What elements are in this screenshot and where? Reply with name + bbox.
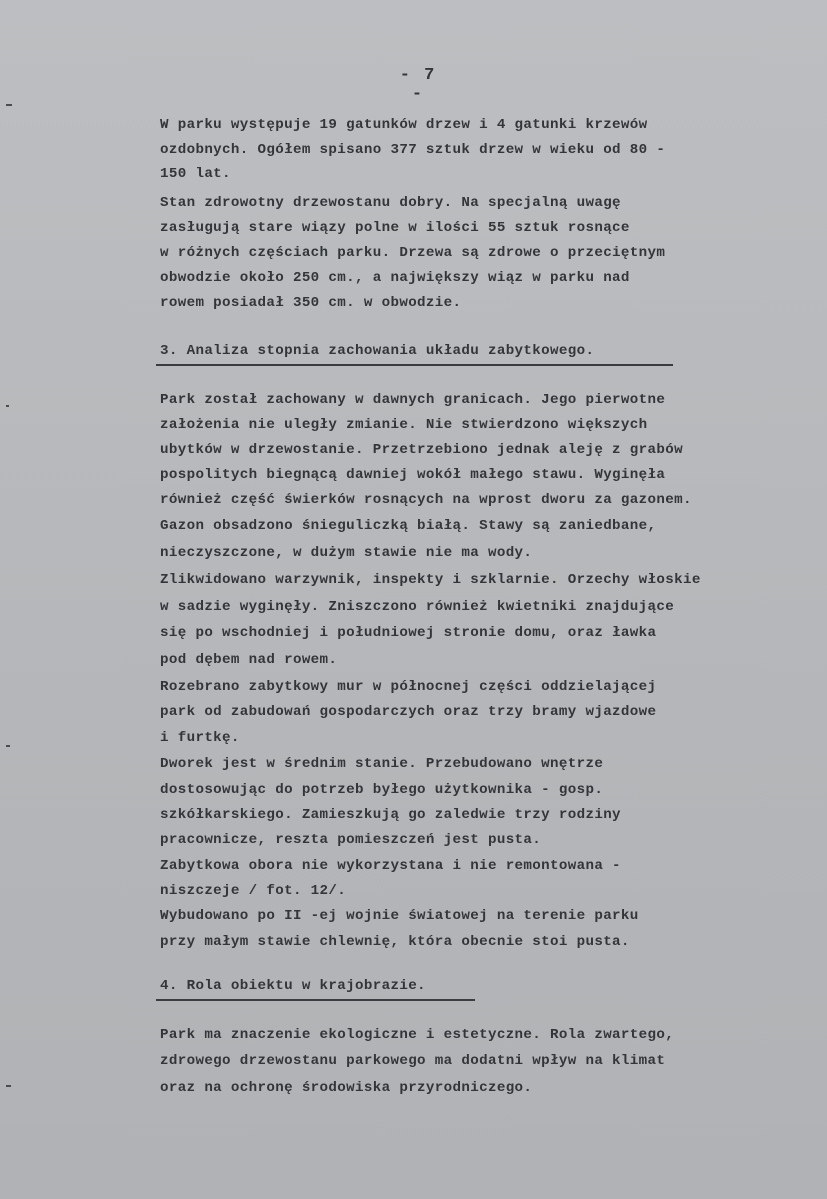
section-heading: 3. Analiza stopnia zachowania układu zabytkowego.: [160, 343, 595, 359]
text-line: pospolitych biegnącą dawniej wokół małego stawu. Wyginęła: [160, 467, 666, 483]
text-line: park od zabudowań gospodarczych oraz trzy bramy wjazdowe: [160, 704, 657, 720]
text-line: się po wschodniej i południowej stronie domu, oraz ławka: [160, 625, 657, 641]
text-line: 150 lat.: [160, 166, 231, 182]
text-line: obwodzie około 250 cm., a największy wiąz w parku nad: [160, 270, 630, 286]
text-line: i furtkę.: [160, 730, 240, 746]
page-number: - 7 -: [399, 66, 437, 104]
text-line: zdrowego drzewostanu parkowego ma dodatni wpływ na klimat: [160, 1053, 666, 1069]
text-line: przy małym stawie chlewnię, która obecnie stoi pusta.: [160, 934, 630, 950]
text-line: nieczyszczone, w dużym stawie nie ma wody.: [160, 545, 533, 561]
heading-underline: [156, 364, 673, 366]
text-line: szkółkarskiego. Zamieszkują go zaledwie trzy rodziny: [160, 807, 621, 823]
text-line: Dworek jest w średnim stanie. Przebudowano wnętrze: [160, 756, 604, 772]
section-heading: 4. Rola obiektu w krajobrazie.: [160, 978, 426, 994]
text-line: Park ma znaczenie ekologiczne i estetyczne. Rola zwartego,: [160, 1027, 675, 1043]
text-line: niszczeje / fot. 12/.: [160, 883, 347, 899]
text-line: Zlikwidowano warzywnik, inspekty i szklarnie. Orzechy włoskie: [160, 572, 701, 588]
text-line: Wybudowano po II -ej wojnie światowej na terenie parku: [160, 908, 639, 924]
text-line: założenia nie uległy zmianie. Nie stwierdzono większych: [160, 417, 648, 433]
text-line: Rozebrano zabytkowy mur w północnej części oddzielającej: [160, 679, 657, 695]
text-line: rowem posiadał 350 cm. w obwodzie.: [160, 295, 462, 311]
text-line: dostosowując do potrzeb byłego użytkownika - gosp.: [160, 782, 604, 798]
margin-tick: [6, 1085, 11, 1087]
text-line: pracownicze, reszta pomieszczeń jest pusta.: [160, 832, 542, 848]
text-line: Park został zachowany w dawnych granicach. Jego pierwotne: [160, 392, 666, 408]
text-line: ubytków w drzewostanie. Przetrzebiono jednak aleję z grabów: [160, 442, 683, 458]
text-line: Gazon obsadzono śnieguliczką białą. Stawy są zaniedbane,: [160, 518, 657, 534]
heading-underline: [156, 999, 475, 1001]
margin-tick: [6, 104, 12, 106]
text-line: Zabytkowa obora nie wykorzystana i nie remontowana -: [160, 858, 621, 874]
text-line: ozdobnych. Ogółem spisano 377 sztuk drzew w wieku od 80 -: [160, 142, 666, 158]
margin-tick: [6, 745, 10, 747]
text-line: oraz na ochronę środowiska przyrodniczego.: [160, 1080, 533, 1096]
text-line: w różnych częściach parku. Drzewa są zdrowe o przeciętnym: [160, 245, 666, 261]
text-line: w sadzie wyginęły. Zniszczono również kwietniki znajdujące: [160, 599, 675, 615]
text-line: zasługują stare wiązy polne w ilości 55 sztuk rosnące: [160, 220, 630, 236]
text-line: pod dębem nad rowem.: [160, 652, 338, 668]
text-line: również część świerków rosnących na wprost dworu za gazonem.: [160, 492, 692, 508]
text-line: W parku występuje 19 gatunków drzew i 4 gatunki krzewów: [160, 117, 648, 133]
text-line: Stan zdrowotny drzewostanu dobry. Na specjalną uwagę: [160, 195, 621, 211]
margin-tick: [6, 405, 9, 407]
